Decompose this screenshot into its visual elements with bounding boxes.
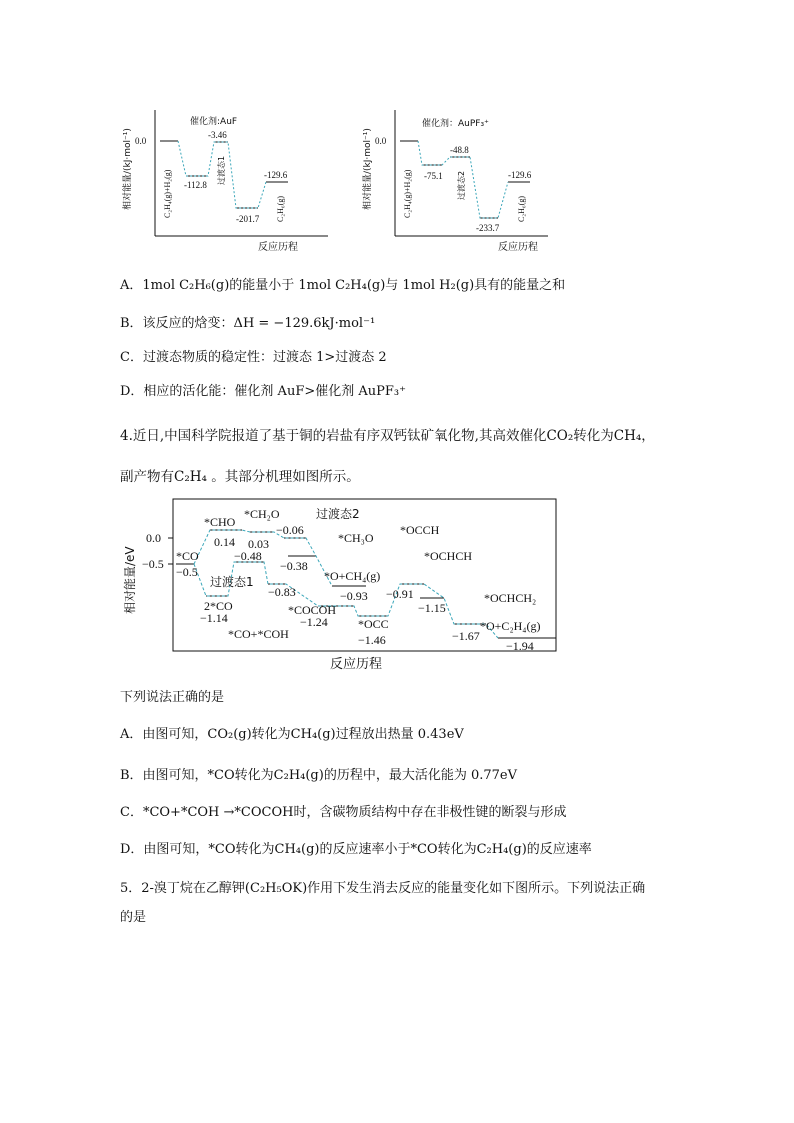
species-occ: *OCC bbox=[358, 617, 389, 631]
q4-option-c: C．*CO+*COH →*COCOH时，含碳物质结构中存在非极性键的断裂与形成 bbox=[120, 805, 567, 820]
catalyst-label: 催化剂:AuF bbox=[190, 117, 238, 127]
energy-ch2o: 0.03 bbox=[248, 537, 269, 551]
q4-stem-line1: 4.近日,中国科学院报道了基于铜的岩盐有序双钙钛矿氧化物,其高效催化CO₂转化为CH₄， bbox=[120, 428, 655, 444]
species-ch2o: *CH₂O bbox=[244, 507, 280, 521]
species-ch3o: *CH₃O bbox=[338, 531, 374, 545]
value-1: -112.8 bbox=[184, 180, 207, 190]
q4-option-d: D．由图可知，*CO转化为CH₄(g)的反应速率小于*CO转化为C₂H₄(g)的反应速率 bbox=[120, 842, 592, 857]
species-ts2: 过渡态2 bbox=[316, 507, 360, 521]
tick-zero: 0.0 bbox=[146, 531, 161, 545]
q3-option-c: C．过渡态物质的稳定性：过渡态 1>过渡态 2 bbox=[120, 350, 387, 365]
zero-tick: 0.0 bbox=[375, 136, 387, 146]
energy-co: −0.5 bbox=[176, 565, 198, 579]
ts-label: 过渡态2 bbox=[457, 170, 466, 200]
species-ts1: 过渡态1 bbox=[210, 575, 254, 589]
energy-2co: −1.14 bbox=[200, 611, 228, 625]
energy-ch3o: −0.38 bbox=[280, 559, 308, 573]
energy-o-c2h4: −1.94 bbox=[506, 639, 534, 653]
x-axis-label: 反应历程 bbox=[330, 657, 383, 672]
reactant-label: C₂H₄(g)+H₂(g) bbox=[163, 169, 172, 218]
q3-option-d: D．相应的活化能：催化剂 AuF>催化剂 AuPF₃⁺ bbox=[120, 384, 406, 399]
ts-label: 过渡态1 bbox=[217, 155, 226, 185]
y-axis-label: 相对能量/(kJ·mol⁻¹) bbox=[123, 128, 133, 210]
energy-cho: 0.14 bbox=[214, 535, 235, 549]
product-label: C₂H₆(g) bbox=[517, 195, 526, 222]
q3-option-b: B．该反应的焓变：ΔH = −129.6kJ·mol⁻¹ bbox=[120, 316, 376, 331]
energy-co-coh: −0.83 bbox=[268, 585, 296, 599]
q3-option-a: A．1mol C₂H₆(g)的能量小于 1mol C₂H₄(g)与 1mol H₂(g)具有的能量之和 bbox=[120, 278, 566, 293]
species-co: *CO bbox=[176, 549, 199, 563]
species-cho: *CHO bbox=[204, 515, 236, 529]
value-4: -129.6 bbox=[508, 170, 532, 180]
value-3: -233.7 bbox=[476, 223, 500, 233]
species-ochch: *OCHCH bbox=[424, 549, 473, 563]
species-ochch2: *OCHCH₂ bbox=[484, 591, 537, 605]
species-occh: *OCCH bbox=[400, 523, 440, 537]
mechanism-energy-diagram bbox=[118, 494, 563, 674]
energy-o-ch4: −0.93 bbox=[340, 589, 368, 603]
catalyst-label: 催化剂：AuPF₃⁺ bbox=[422, 119, 489, 129]
q4-option-a: A．由图可知，CO₂(g)转化为CH₄(g)过程放出热量 0.43eV bbox=[120, 727, 464, 742]
product-label: C₂H₆(g) bbox=[276, 195, 285, 222]
tick-minus-half: −0.5 bbox=[142, 557, 164, 571]
x-axis-label: 反应历程 bbox=[498, 242, 538, 253]
y-axis-label: 相对能量/eV bbox=[123, 546, 137, 614]
value-3: -201.7 bbox=[236, 214, 260, 224]
species-co-coh: *CO+*COH bbox=[228, 627, 289, 641]
x-axis-label: 反应历程 bbox=[258, 242, 298, 253]
y-axis-label: 相对能量/(kJ·mol⁻¹) bbox=[363, 128, 373, 210]
energy-occ: −1.46 bbox=[358, 633, 386, 647]
energy-ts1: −0.48 bbox=[234, 549, 262, 563]
species-cocoh: *COCOH bbox=[288, 603, 337, 617]
value-2: -3.46 bbox=[208, 130, 227, 140]
energy-cocoh: −1.24 bbox=[300, 615, 328, 629]
q5-line2: 的是 bbox=[120, 910, 147, 925]
reactant-label: C₂H₄(g)+H₂(g) bbox=[403, 169, 412, 218]
value-2: -48.8 bbox=[450, 145, 469, 155]
q4-prompt: 下列说法正确的是 bbox=[120, 690, 225, 705]
q4-stem-line2: 副产物有C₂H₄ 。其部分机理如图所示。 bbox=[120, 469, 360, 485]
zero-tick: 0.0 bbox=[135, 136, 147, 146]
energy-ts2: −0.06 bbox=[276, 523, 304, 537]
q5-line1: 5．2-溴丁烷在乙醇钾(C₂H₅OK)作用下发生消去反应的能量变化如下图所示。下列说法正确 bbox=[120, 881, 646, 896]
species-o-c2h4: *O+C₂H₄(g) bbox=[480, 619, 541, 633]
value-4: -129.6 bbox=[264, 170, 288, 180]
energy-diagram-auf bbox=[118, 110, 328, 255]
species-o-ch4: *O+CH₄(g) bbox=[324, 569, 381, 583]
species-2co: 2*CO bbox=[204, 599, 233, 613]
energy-diagram-aupf3 bbox=[358, 110, 558, 255]
energy-ochch: −1.15 bbox=[418, 601, 446, 615]
value-1: -75.1 bbox=[424, 171, 443, 181]
q4-option-b: B．由图可知，*CO转化为C₂H₄(g)的历程中，最大活化能为 0.77eV bbox=[120, 768, 517, 783]
energy-occh: −0.91 bbox=[386, 587, 414, 601]
energy-ochch2: −1.67 bbox=[452, 629, 480, 643]
